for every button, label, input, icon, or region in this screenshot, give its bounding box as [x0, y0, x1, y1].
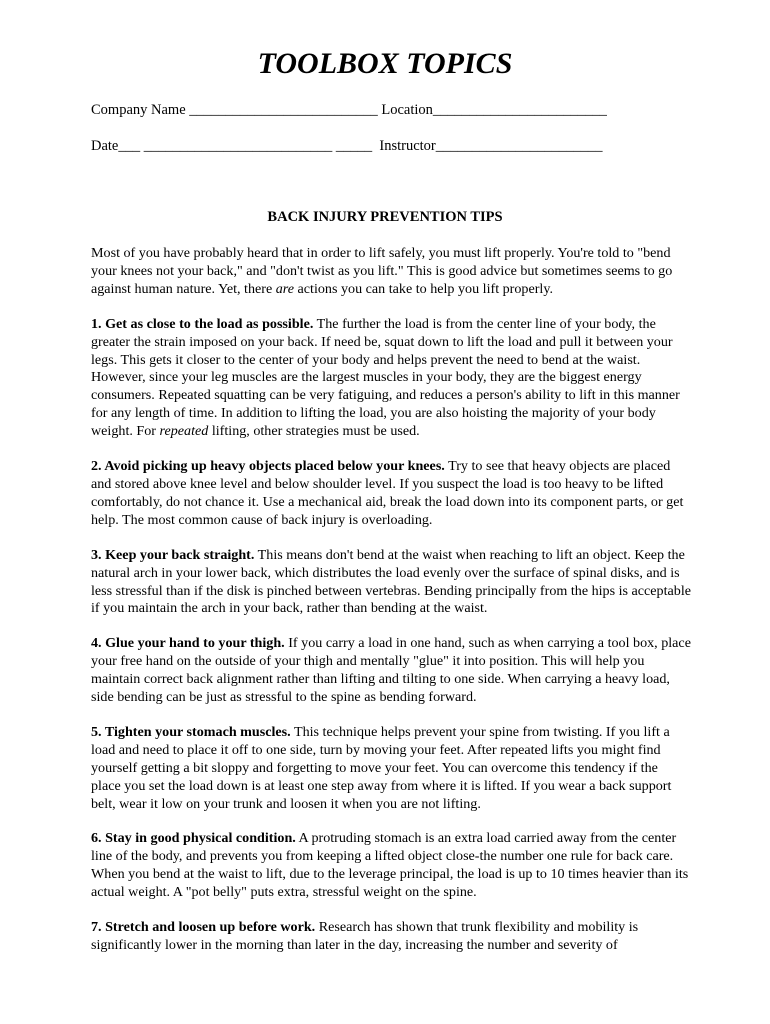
tip-paragraph-6 [91, 830, 691, 902]
header-fields-row-2 [91, 137, 603, 155]
tip-text-3: This means don't bend at the waist when reaching to lift an object. Keep the natural arch in your lower back, which distributes the load evenly over the surface of spinal disks, and is less stressful than if the disk is pinched between vertebras. Bending principally from the hips is acceptable if you maintain the arch in your back, rather than bending at the waist. [91, 546, 691, 617]
instructor-field: Instructor_______________________ [379, 138, 603, 154]
tip-heading-7: 7. Stretch and loosen up before work. [91, 919, 316, 936]
tip-heading-3: 3. Keep your back straight. [91, 546, 255, 563]
tip-text-1-before: The further the load is from the center line of your body, the greater the strain imposed on your back. If need be, squat down to lift the load and pull it between your legs. This gets it closer to the center of your body and helps prevent the need to bend at the waist. However, since your leg muscles are the largest muscles in your body, they are the biggest energy consumers. Repeated squatting can be very fatiguing, and reduces a person's ability to lift in this manner for any length of time. In addition to lifting the load, you are also hoisting the majority of your body weight. For [91, 315, 680, 440]
document-title: TOOLBOX TOPICS [257, 47, 513, 80]
intro-paragraph [91, 245, 691, 299]
tip-paragraph-3 [91, 547, 691, 619]
tip-heading-1: 1. Get as close to the load as possible. [91, 315, 314, 332]
tip-text-7: Research has shown that trunk flexibility and mobility is significantly lower in the morning than later in the day, increasing the number and severity of [91, 919, 639, 953]
section-heading: BACK INJURY PREVENTION TIPS [267, 209, 503, 225]
tip-text-6: A protruding stomach is an extra load carried away from the center line of the body, and prevents you from keeping a lifted object close-the number one rule for back care. When you bend at the waist to lift, due to the leverage principal, the load is up to 10 times heavier than its actual weight. A "pot belly" puts extra, stressful weight on the spine. [91, 830, 689, 901]
tip-text-1-after: lifting, other strategies must be used. [208, 423, 420, 440]
tip-paragraph-7 [91, 919, 691, 955]
tip-heading-5: 5. Tighten your stomach muscles. [91, 723, 291, 740]
tip-paragraph-5 [91, 724, 691, 814]
company-name-field: Company Name __________________________ [91, 102, 378, 118]
tip-heading-6: 6. Stay in good physical condition. [91, 830, 296, 847]
tip-text-5: This technique helps prevent your spine from twisting. If you lift a load and need to place it off to one side, turn by moving your feet. After repeated lifts you might find yourself getting a bit sloppy and forgetting to move your feet. You can overcome this tendency if the place you set the load down is at least one step away from where it is lifted. If you wear a back support belt, wear it low on your trunk and loosen it when you are not lifting. [91, 723, 672, 812]
tip-paragraph-1 [91, 316, 691, 441]
header-fields-row-1 [91, 101, 607, 119]
intro-emphasis: are [275, 280, 295, 297]
tip-paragraph-2 [91, 458, 691, 530]
tip-text-2: Try to see that heavy objects are placed and stored above knee level and below shoulder level. If you suspect the load is too heavy to be lifted comfortably, do not chance it. Use a mechanical aid, break the load down into its component parts, or get help. The most common cause of back injury is overloading. [91, 458, 684, 528]
intro-text-before: Most of you have probably heard that in order to lift safely, you must lift properly. You're told to "bend your knees not your back," and "don't twist as you lift." This is good advice but sometimes seems to go against human nature. Yet, there [91, 245, 673, 297]
tip-heading-2: 2. Avoid picking up heavy objects placed below your knees. [91, 458, 445, 475]
location-field: Location________________________ [381, 102, 607, 118]
tip-emphasis-1: repeated [159, 423, 209, 440]
tip-heading-4: 4. Glue your hand to your thigh. [91, 635, 285, 652]
tip-text-4: If you carry a load in one hand, such as when carrying a tool box, place your free hand on the outside of your thigh and mentally "glue" it into position. This will help you maintain correct back alignment rather than lifting and tilting to one side. When carrying a heavy load, side bending can be just as stressful to the spine as bending forward. [91, 635, 691, 706]
intro-text-after: actions you can take to help you lift properly. [294, 280, 553, 297]
document-body [91, 245, 691, 972]
date-field: Date___ __________________________ _____ [91, 138, 373, 154]
tip-paragraph-4 [91, 635, 691, 707]
